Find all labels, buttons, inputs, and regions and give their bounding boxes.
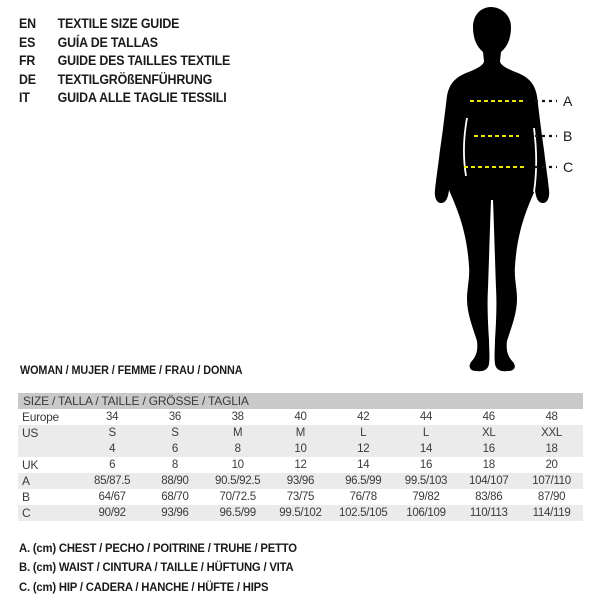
cell: 20 xyxy=(545,459,558,471)
cell: XL xyxy=(482,427,496,439)
cell: XXL xyxy=(541,427,562,439)
language-code: IT xyxy=(19,90,30,105)
table-row-waist xyxy=(18,489,583,505)
language-row-it xyxy=(19,89,230,108)
language-code: FR xyxy=(19,53,36,68)
language-label: GUÍA DE TALLAS xyxy=(57,34,158,50)
cell: 12 xyxy=(294,459,307,471)
cell: 40 xyxy=(294,411,307,423)
cell: 110/113 xyxy=(469,507,508,519)
language-row-en xyxy=(19,15,230,34)
row-label: C xyxy=(22,506,31,520)
cell: 6 xyxy=(109,459,116,471)
cell: 64/67 xyxy=(98,491,126,503)
cell: 14 xyxy=(419,443,433,455)
legend-waist: B. (cm) WAIST / CINTURA / TAILLE / HÜFTUNG / VITA xyxy=(19,560,294,575)
cell: 76/78 xyxy=(349,491,377,503)
measurement-legend xyxy=(19,539,297,597)
cell: 68/70 xyxy=(161,491,189,503)
cell: 44 xyxy=(419,411,433,423)
cell: 8 xyxy=(171,459,178,471)
cell: 99.5/103 xyxy=(404,475,448,487)
cell: 87/90 xyxy=(537,491,566,503)
cell: 90/92 xyxy=(98,507,126,519)
table-row-us-numbers xyxy=(18,441,583,457)
cell: 106/109 xyxy=(406,507,446,519)
cell: 48 xyxy=(545,411,558,423)
language-code: EN xyxy=(19,16,36,31)
cell: 93/96 xyxy=(286,475,315,487)
cell: 83/86 xyxy=(475,491,503,503)
cell: 85/87.5 xyxy=(94,475,131,487)
cell: 99.5/102 xyxy=(279,507,322,519)
cell: 14 xyxy=(357,459,370,471)
size-table xyxy=(18,393,583,521)
row-label: A xyxy=(22,474,30,488)
cell: 46 xyxy=(482,411,495,423)
marker-label-a: A xyxy=(563,93,573,109)
cell: 114/119 xyxy=(532,507,571,519)
cell: 104/107 xyxy=(469,475,509,487)
cell: 16 xyxy=(419,459,433,471)
row-label: UK xyxy=(22,458,39,472)
cell: 10 xyxy=(231,459,244,471)
legend-hip: C. (cm) HIP / CADERA / HANCHE / HÜFTE / HIPS xyxy=(19,579,269,594)
language-code: DE xyxy=(19,71,36,87)
table-row-europe xyxy=(18,409,583,425)
row-label: Europe xyxy=(22,410,59,424)
cell: 6 xyxy=(171,443,178,455)
cell: 102.5/105 xyxy=(338,507,388,519)
language-row-fr xyxy=(19,52,230,71)
cell: 70/72.5 xyxy=(219,491,256,503)
language-row-de xyxy=(19,71,230,90)
woman-silhouette xyxy=(435,7,549,371)
table-row-us-letters xyxy=(18,425,583,441)
cell: 36 xyxy=(168,411,182,423)
cell: 107/110 xyxy=(532,475,571,487)
table-row-hip xyxy=(18,505,583,521)
language-code: ES xyxy=(19,34,36,50)
cell: M xyxy=(295,427,306,439)
cell: 10 xyxy=(294,443,307,455)
cell: 73/75 xyxy=(286,491,315,503)
cell: S xyxy=(108,427,116,439)
language-label: TEXTILGRÖßENFÜHRUNG xyxy=(57,71,213,87)
cell: 4 xyxy=(109,443,116,455)
cell: S xyxy=(171,427,179,439)
woman-subtitle: WOMAN / MUJER / FEMME / FRAU / DONNA xyxy=(20,365,243,377)
cell: 38 xyxy=(231,411,244,423)
measurement-figure xyxy=(428,0,600,385)
cell: M xyxy=(233,427,243,439)
legend-chest: A. (cm) CHEST / PECHO / POITRINE / TRUHE / PETTO xyxy=(19,541,297,555)
cell: 34 xyxy=(106,411,119,423)
table-row-chest xyxy=(18,473,583,489)
cell: 79/82 xyxy=(412,491,440,503)
cell: 18 xyxy=(545,443,558,455)
cell: 96.5/99 xyxy=(345,475,382,487)
size-table-header: SIZE / TALLA / TAILLE / GRÖSSE / TAGLIA xyxy=(18,393,583,409)
cell: 42 xyxy=(357,411,370,423)
row-label xyxy=(18,441,81,457)
row-label: US xyxy=(22,426,39,440)
language-label: GUIDA ALLE TAGLIE TESSILI xyxy=(57,90,227,105)
language-row-es xyxy=(19,34,230,53)
cell: L xyxy=(422,427,430,439)
cell: 90.5/92.5 xyxy=(215,475,261,487)
language-list xyxy=(19,15,230,108)
cell: 16 xyxy=(482,443,495,455)
table-row-uk xyxy=(18,457,583,473)
cell: 96.5/99 xyxy=(219,507,256,519)
size-table-header-row xyxy=(18,393,583,409)
cell: 8 xyxy=(234,443,241,455)
cell: 93/96 xyxy=(161,507,189,519)
cell: 18 xyxy=(482,459,495,471)
language-label: TEXTILE SIZE GUIDE xyxy=(57,16,180,31)
cell: 88/90 xyxy=(161,475,189,487)
row-label: B xyxy=(22,490,30,504)
language-label: GUIDE DES TAILLES TEXTILE xyxy=(57,53,231,68)
cell: L xyxy=(360,427,367,439)
marker-label-c: C xyxy=(563,159,574,175)
cell: 12 xyxy=(357,443,370,455)
marker-label-b: B xyxy=(563,128,573,144)
